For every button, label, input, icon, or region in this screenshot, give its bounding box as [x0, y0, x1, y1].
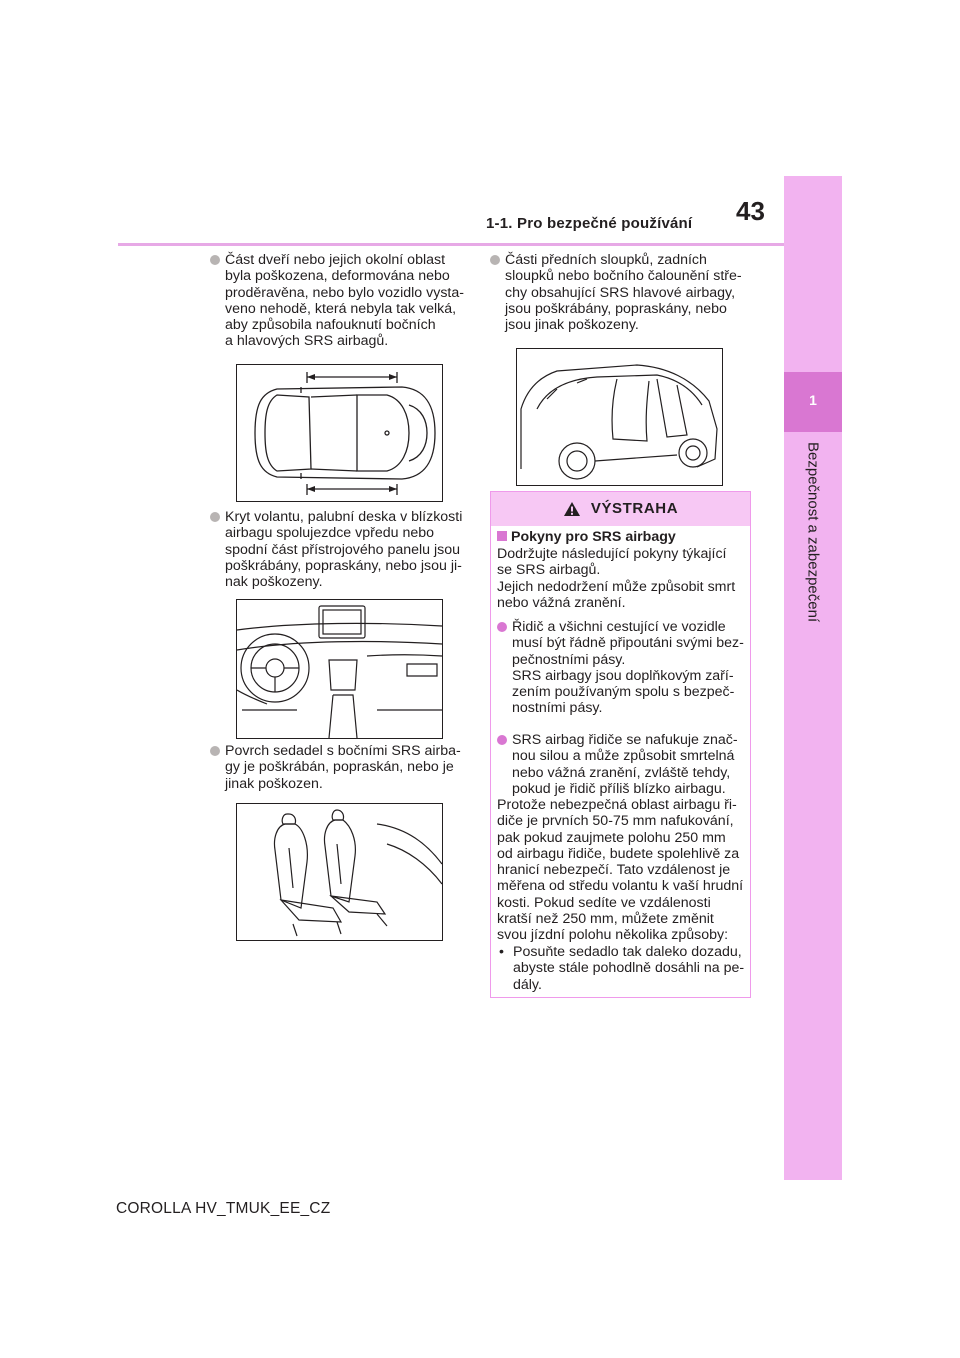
square-bullet-icon: [497, 531, 507, 541]
bullet-dot-icon: [210, 255, 220, 265]
section-header: 1-1. Pro bezpečné používání: [486, 215, 693, 232]
car-top-view-icon: [237, 365, 442, 501]
bullet-dot-icon: [497, 622, 507, 632]
chapter-number: 1: [809, 392, 817, 408]
list-item: Části předních sloupků, zadních sloupků nebo bočního čalounění stře- chy obsahující SRS hlavové airbagy, jsou poškrábány, popraskány, nebo jsou jinak poškozeny.: [490, 252, 752, 333]
seats-illustration: [236, 803, 443, 941]
dashboard-icon: [237, 600, 442, 738]
list-item: Povrch sedadel s bočními SRS airba- gy je poškrábán, popraskán, nebo je jinak poškozen.: [210, 743, 470, 792]
car-side-interior-illustration: [516, 348, 723, 486]
bullet-dot-icon: [210, 512, 220, 522]
list-item: Kryt volantu, palubní deska v blízkosti airbagu spolujezdce vpředu nebo spodní část přístrojového panelu jsou poškrábány, popraskány, nebo jsou ji- nak poškozeny.: [210, 509, 470, 590]
warning-paragraph: Protože nebezpečná oblast airbagu ři- diče je prvních 50-75 mm nafukování, pak pokud zaujmete polohu 250 mm od airbagu řidiče, budete spolehlivě za hranicí nebezpečí. Tato vzdálenost je měřena od středu volantu k vaší hrudní kosti. Pokud sedíte ve vzdálenosti kratší než 250 mm, můžete změnit svou jízdní polohu několika způsoby:: [497, 797, 744, 944]
warning-intro: Dodržujte následující pokyny týkající se SRS airbagů. Jejich nedodržení může způsobit smrt nebo vážná zranění.: [497, 546, 736, 611]
page-number: 43: [736, 196, 765, 226]
warning-triangle-icon: [563, 501, 581, 517]
warning-box: [490, 491, 751, 998]
bullet-dot-icon: [497, 735, 507, 745]
warning-subtitle: Pokyny pro SRS airbagy: [497, 529, 747, 545]
list-item: Část dveří nebo jejich okolní oblast byla poškozena, deformována nebo proděravěna, nebo bylo vozidlo vysta- veno nehodě, která nebyla tak velká, aby způsobila nafouknutí bočních a hlavových SRS airbagů.: [210, 252, 470, 350]
bullet-dot-icon: [490, 255, 500, 265]
footer-model: COROLLA HV_TMUK_EE_CZ: [116, 1200, 331, 1217]
warning-title: VÝSTRAHA: [491, 500, 750, 517]
chapter-side-tab: [784, 176, 842, 1180]
warning-bullet: SRS airbag řidiče se nafukuje znač- nou silou a může způsobit smrtelná nebo vážná zranění, zvláště tehdy, pokud je řidič příliš blízko airbagu.: [497, 732, 747, 797]
car-side-icon: [517, 349, 722, 485]
bullet-point-icon: •: [499, 944, 504, 960]
chapter-title: Bezpečnost a zabezpečení: [804, 442, 822, 623]
car-top-view-illustration: [236, 364, 443, 502]
warning-bullet: Řidič a všichni cestující ve vozidle musí být řádně připoutáni svými bez- pečnostními pásy. SRS airbagy jsou doplňkovým zaří- zením používaným spolu s bezpeč- nostními pásy.: [497, 619, 747, 717]
bullet-dot-icon: [210, 746, 220, 756]
seat-icon: [237, 804, 442, 940]
header-rule: [118, 243, 784, 246]
dashboard-illustration: [236, 599, 443, 739]
warning-list-item: • Posuňte sedadlo tak daleko dozadu, abyste stále pohodlně dosáhli na pe- dály.: [499, 944, 745, 993]
